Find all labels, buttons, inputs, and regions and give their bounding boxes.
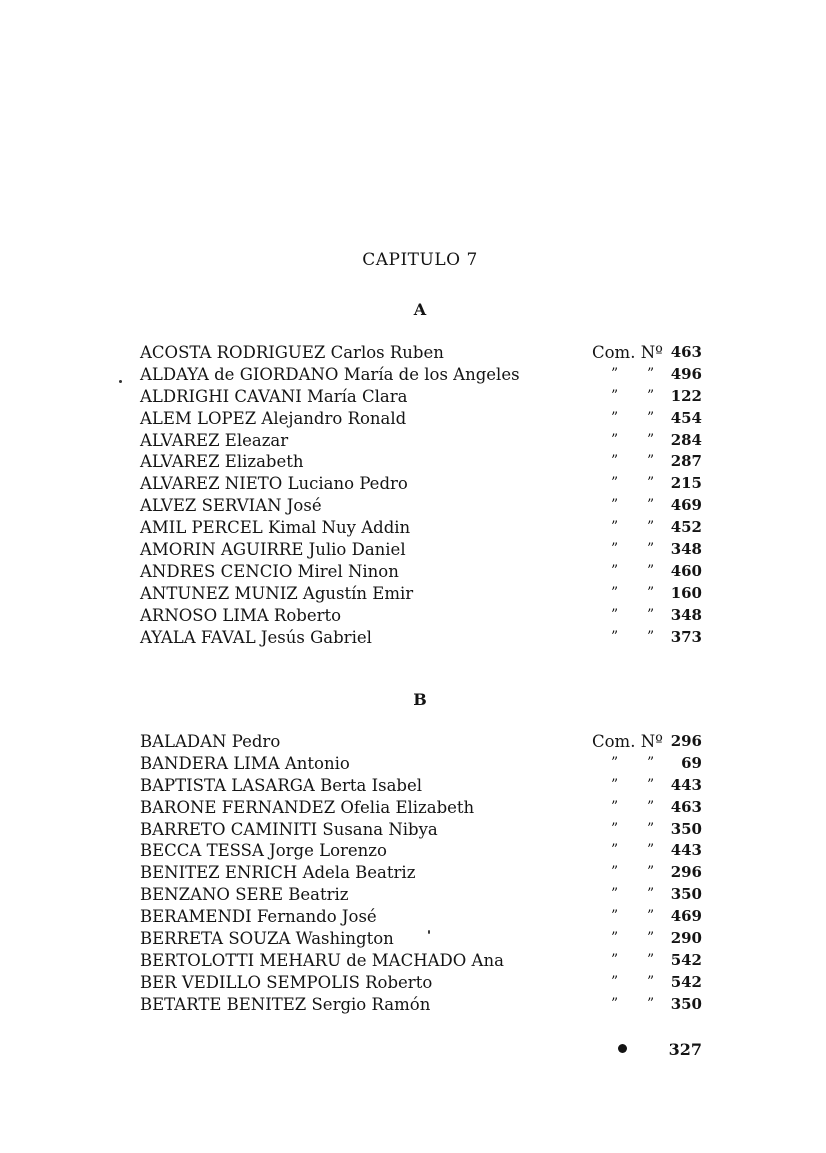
- list-item: [140, 753, 702, 775]
- ditto-mark: ”: [611, 387, 619, 404]
- entry-name: ALDAYA de GIORDANO María de los Angeles: [140, 364, 520, 384]
- entry-number: 542: [670, 972, 702, 991]
- bullet-icon: [618, 1044, 627, 1053]
- list-item: [140, 862, 702, 884]
- ditto-mark: ”: [647, 908, 655, 925]
- list-item: [140, 994, 702, 1016]
- ditto-mark: ”: [611, 453, 619, 470]
- entry-number: 443: [670, 775, 702, 794]
- scan-speck: [428, 930, 430, 934]
- list-item: [140, 605, 702, 627]
- list-item: [140, 451, 702, 473]
- entry-number: 296: [670, 863, 702, 882]
- entry-number: 69: [681, 753, 702, 772]
- ditto-mark: ”: [611, 864, 619, 881]
- list-item: [140, 819, 702, 841]
- ditto-mark: ”: [611, 409, 619, 426]
- ditto-mark: ”: [647, 995, 655, 1012]
- entry-number: 460: [670, 561, 702, 580]
- page-folio: [618, 1040, 702, 1064]
- ditto-mark: ”: [647, 754, 655, 771]
- entry-number: 454: [670, 408, 702, 427]
- entry-name: ALVEZ SERVIAN José: [140, 496, 322, 516]
- ditto-mark: ”: [647, 519, 655, 536]
- entry-name: AMIL PERCEL Kimal Nuy Addin: [140, 518, 411, 538]
- entry-number: 373: [670, 627, 702, 646]
- list-item: [140, 473, 702, 495]
- ditto-mark: ”: [647, 776, 655, 793]
- scan-speck: [119, 380, 122, 383]
- entry-number: 350: [670, 819, 702, 838]
- ditto-mark: ”: [647, 842, 655, 859]
- list-item: [140, 627, 702, 649]
- entry-list-a: [140, 342, 702, 648]
- ditto-mark: ”: [647, 409, 655, 426]
- list-item: [140, 430, 702, 452]
- entry-number: 160: [670, 583, 702, 602]
- list-item: [140, 731, 702, 753]
- ditto-mark: ”: [611, 951, 619, 968]
- entry-name: BARRETO CAMINITI Susana Nibya: [140, 819, 438, 839]
- entry-name: ANDRES CENCIO Mirel Ninon: [140, 561, 399, 581]
- entry-name: ARNOSO LIMA Roberto: [140, 605, 342, 625]
- list-item: [140, 517, 702, 539]
- ditto-mark: ”: [647, 365, 655, 382]
- ditto-mark: ”: [611, 562, 619, 579]
- entry-name: BETARTE BENITEZ Sergio Ramón: [140, 994, 431, 1014]
- ditto-mark: ”: [647, 628, 655, 645]
- entry-name: BECCA TESSA Jorge Lorenzo: [140, 841, 387, 861]
- page-number: 327: [668, 1040, 702, 1059]
- ditto-mark: ”: [611, 886, 619, 903]
- entry-number: 443: [670, 841, 702, 860]
- entry-name: BARONE FERNANDEZ Ofelia Elizabeth: [140, 797, 475, 817]
- ditto-mark: ”: [611, 497, 619, 514]
- entry-number: 463: [670, 343, 702, 361]
- ditto-mark: ”: [647, 562, 655, 579]
- entry-number: 542: [670, 950, 702, 969]
- section-letter-b: B: [413, 690, 427, 709]
- ditto-mark: ”: [611, 842, 619, 859]
- ditto-mark: ”: [647, 453, 655, 470]
- ditto-mark: ”: [611, 973, 619, 990]
- ditto-mark: ”: [611, 519, 619, 536]
- entry-number: 496: [670, 364, 702, 383]
- list-item: [140, 884, 702, 906]
- list-item: [140, 364, 702, 386]
- section-letter-a: A: [413, 300, 427, 319]
- entry-number: 348: [670, 605, 702, 624]
- entry-number: 296: [670, 732, 702, 750]
- ditto-mark: ”: [647, 886, 655, 903]
- ditto-mark: ”: [611, 776, 619, 793]
- list-item: [140, 539, 702, 561]
- ditto-mark: ”: [611, 995, 619, 1012]
- entry-number: 469: [670, 907, 702, 926]
- entry-name: ALVAREZ Elizabeth: [140, 452, 304, 472]
- entry-number: 215: [670, 474, 702, 493]
- ditto-mark: ”: [647, 541, 655, 558]
- chapter-title: CAPITULO 7: [362, 250, 478, 270]
- entry-number: 287: [670, 452, 702, 471]
- entry-number: 284: [670, 430, 702, 449]
- entry-name: BANDERA LIMA Antonio: [140, 753, 350, 773]
- entry-name: ALVAREZ Eleazar: [140, 430, 289, 450]
- entry-list-b: [140, 731, 702, 1016]
- list-item: [140, 906, 702, 928]
- entry-number: 122: [670, 386, 702, 405]
- entry-number: 290: [670, 929, 702, 948]
- list-item: [140, 797, 702, 819]
- ditto-mark: ”: [611, 606, 619, 623]
- list-item: [140, 972, 702, 994]
- entry-name: ALDRIGHI CAVANI María Clara: [140, 386, 408, 406]
- ditto-mark: ”: [611, 584, 619, 601]
- ditto-mark: ”: [611, 754, 619, 771]
- entry-name: BENZANO SERE Beatriz: [140, 885, 349, 905]
- list-item: [140, 495, 702, 517]
- entry-name: BAPTISTA LASARGA Berta Isabel: [140, 775, 423, 795]
- list-item: [140, 561, 702, 583]
- list-item: [140, 342, 702, 364]
- entry-name: ALVAREZ NIETO Luciano Pedro: [140, 474, 408, 494]
- list-item: [140, 928, 702, 950]
- ditto-mark: ”: [611, 798, 619, 815]
- ditto-mark: ”: [647, 930, 655, 947]
- ref-label: Com. Nº: [592, 732, 663, 751]
- entry-number: 348: [670, 540, 702, 559]
- entry-name: ACOSTA RODRIGUEZ Carlos Ruben: [140, 343, 444, 362]
- ditto-mark: ”: [647, 951, 655, 968]
- ditto-mark: ”: [647, 606, 655, 623]
- ditto-mark: ”: [611, 541, 619, 558]
- ditto-mark: ”: [647, 475, 655, 492]
- ditto-mark: ”: [647, 431, 655, 448]
- entry-number: 469: [670, 496, 702, 515]
- ditto-mark: ”: [611, 628, 619, 645]
- list-item: [140, 583, 702, 605]
- ditto-mark: ”: [647, 497, 655, 514]
- list-item: [140, 840, 702, 862]
- entry-name: ALEM LOPEZ Alejandro Ronald: [140, 408, 407, 428]
- entry-name: BERTOLOTTI MEHARU de MACHADO Ana: [140, 950, 504, 970]
- ditto-mark: ”: [647, 387, 655, 404]
- list-item: [140, 408, 702, 430]
- entry-name: BER VEDILLO SEMPOLIS Roberto: [140, 972, 433, 992]
- ditto-mark: ”: [611, 475, 619, 492]
- ditto-mark: ”: [647, 973, 655, 990]
- entry-name: AMORIN AGUIRRE Julio Daniel: [140, 540, 406, 560]
- entry-name: BERAMENDI Fernando José: [140, 907, 377, 927]
- ditto-mark: ”: [611, 820, 619, 837]
- entry-name: ANTUNEZ MUNIZ Agustín Emir: [140, 583, 414, 603]
- ditto-mark: ”: [647, 798, 655, 815]
- list-item: [140, 950, 702, 972]
- ditto-mark: ”: [647, 864, 655, 881]
- list-item: [140, 775, 702, 797]
- ditto-mark: ”: [647, 584, 655, 601]
- ditto-mark: ”: [647, 820, 655, 837]
- ref-label: Com. Nº: [592, 343, 663, 362]
- ditto-mark: ”: [611, 930, 619, 947]
- entry-name: AYALA FAVAL Jesús Gabriel: [140, 627, 372, 647]
- ditto-mark: ”: [611, 431, 619, 448]
- ditto-mark: ”: [611, 908, 619, 925]
- ditto-mark: ”: [611, 365, 619, 382]
- entry-number: 350: [670, 994, 702, 1013]
- entry-number: 452: [670, 518, 702, 537]
- entry-name: BENITEZ ENRICH Adela Beatriz: [140, 863, 416, 883]
- entry-number: 463: [670, 797, 702, 816]
- entry-number: 350: [670, 885, 702, 904]
- entry-name: BALADAN Pedro: [140, 732, 281, 751]
- entry-name: BERRETA SOUZA Washington: [140, 929, 394, 949]
- list-item: [140, 386, 702, 408]
